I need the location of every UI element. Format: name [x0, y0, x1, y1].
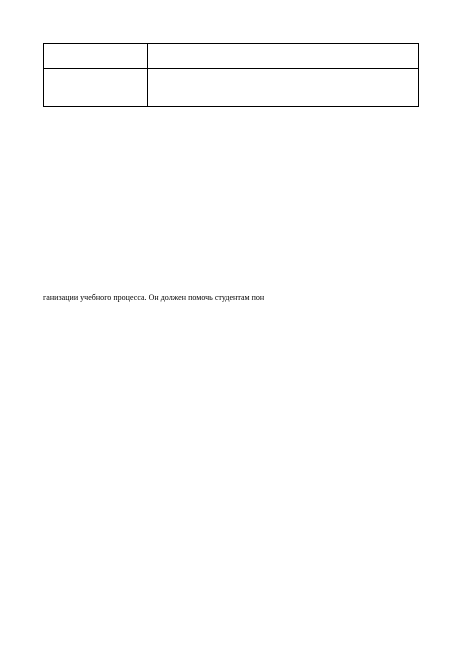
table-cell — [148, 44, 419, 69]
table-cell — [44, 44, 148, 69]
body-text-line: ганизации учебного процесса. Он должен помочь студентам пон — [43, 293, 265, 302]
table-row — [44, 44, 419, 69]
table-row — [44, 69, 419, 107]
document-table — [43, 43, 419, 107]
table-cell — [148, 69, 419, 107]
table-cell — [44, 69, 148, 107]
